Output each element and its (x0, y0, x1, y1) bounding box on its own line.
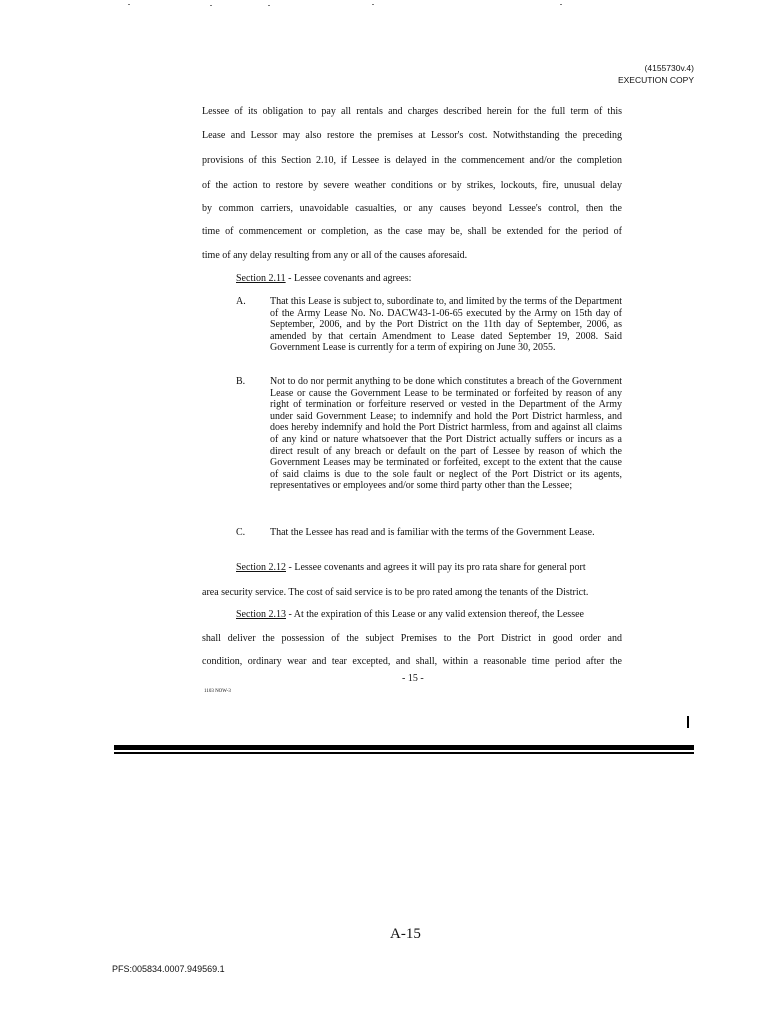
scan-speck (268, 5, 270, 6)
list-item-label: B. (236, 376, 246, 387)
paragraph-line: of the action to restore by severe weather conditions or by strikes, lockouts, fire, unusual delay (202, 180, 622, 191)
scan-speck (560, 4, 562, 5)
section-2-11-heading (236, 273, 411, 284)
exhibit-page-label: A-15 (390, 926, 421, 942)
list-item (236, 296, 622, 354)
scan-mark (687, 716, 689, 728)
scan-speck (372, 4, 374, 5)
section-heading-text: - Lessee covenants and agrees: (285, 273, 412, 284)
paragraph-line: area security service. The cost of said service is to be pro rated among the tenants of the District. (202, 587, 589, 598)
document-stamp: 1103 NOW-3 (204, 689, 231, 694)
section-2-13-heading (236, 609, 584, 620)
document-version-id: (4155730v.4) (644, 63, 694, 73)
paragraph-line: provisions of this Section 2.10, if Lessee is delayed in the commencement and/or the completion (202, 155, 622, 166)
paragraph-line: Lease and Lessor may also restore the premises at Lessor's cost. Notwithstanding the preceding (202, 130, 622, 141)
section-number: Section 2.13 (236, 609, 286, 620)
list-item-text: That the Lessee has read and is familiar with the terms of the Government Lease. (270, 527, 595, 538)
document-header (618, 62, 694, 86)
paragraph-line: condition, ordinary wear and tear excepted, and shall, within a reasonable time period after the (202, 656, 622, 667)
paragraph-line: time of any delay resulting from any or all of the causes aforesaid. (202, 250, 468, 261)
section-number: Section 2.12 (236, 562, 286, 573)
paragraph-line: time of commencement or completion, as the case may be, shall be extended for the period of (202, 226, 622, 237)
paragraph-line: by common carriers, unavoidable casualties, or any causes beyond Lessee's control, then the (202, 203, 622, 214)
execution-copy-label: EXECUTION COPY (617, 75, 694, 85)
section-text: - Lessee covenants and agrees it will pay its pro rata share for general port (286, 562, 586, 573)
list-item-text: Not to do nor permit anything to be done which constitutes a breach of the Government Lease or cause the Government Lease to be terminated or forfeited by reason of any right of termination or forfeiture reserved or vested in the Department of the Army under said Government Lease; to indemnify and hold the Port District harmless, and does hereby indemnify and hold the Port District harmless, from and against all claims of any kind or nature whatsoever that the Port District actually suffers or incurs as a direct result of any breach or default on the part of Lessee by reason of which the Government Leases may be terminated or forfeited, except to the extent that the cause of said claims is due to the sole fault or neglect of the Port District or its agents, representatives or employees and/or some third party other than the Lessee; (270, 376, 622, 492)
page-number: - 15 - (402, 673, 424, 684)
scan-speck (210, 5, 212, 6)
footer-reference: PFS:005834.0007.949569.1 (112, 964, 225, 974)
list-item (236, 527, 595, 551)
scan-speck (128, 4, 130, 5)
section-text: - At the expiration of this Lease or any valid extension thereof, the Lessee (286, 609, 584, 620)
paragraph-line: shall deliver the possession of the subject Premises to the Port District in good order and (202, 633, 622, 644)
paragraph-line: Lessee of its obligation to pay all rentals and charges described herein for the full term of this (202, 106, 622, 117)
list-item-text: That this Lease is subject to, subordinate to, and limited by the terms of the Department of the Army Lease No. No. DACW43-1-06-65 executed by the Army on 15th day of September, 2006, and by the Port District on the 11th day of September, 2006, as amended by that certain Amendment to Lease dated September 19, 2008. Said Government Lease is currently for a term of expiring on June 30, 2055. (270, 296, 622, 354)
section-2-12-heading (236, 562, 586, 573)
list-item-label: A. (236, 296, 246, 307)
list-item (236, 376, 622, 516)
section-number: Section 2.11 (236, 273, 286, 284)
scan-border-rule (114, 745, 694, 750)
list-item-label: C. (236, 527, 246, 538)
scan-border-rule-thin (114, 752, 694, 754)
